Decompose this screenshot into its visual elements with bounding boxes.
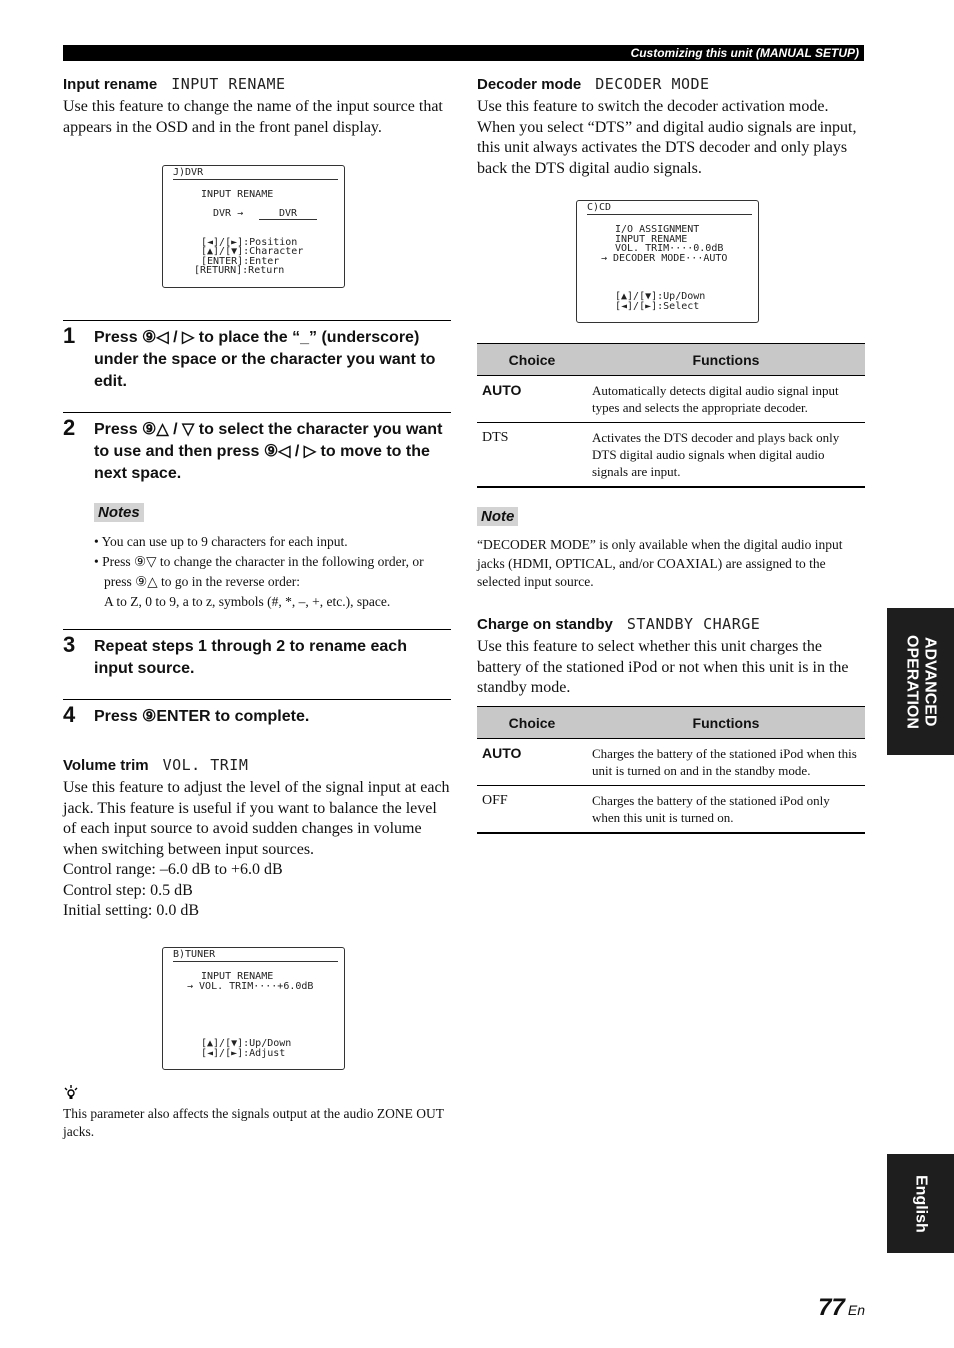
initial-setting: Initial setting: 0.0 dB	[63, 902, 199, 919]
decoder-mode-table: Choice Functions AUTO Automatically detects digital audio signal input types and selects the appropriate decoder. DTS Activates the DTS decoder and plays back only DTS digital audio signals when digital audio signals are input.	[477, 343, 865, 488]
table-row: OFF Charges the battery of the stationed iPod only when this unit is turned on.	[477, 786, 865, 834]
step-3: 3 Repeat steps 1 through 2 to rename each input source.	[63, 629, 451, 698]
volume-trim-body: Use this feature to adjust the level of the signal input at each jack. This feature is useful if you want to balance the level of each input source to avoid sudden changes in volume when switching between input sources.	[63, 779, 450, 858]
charge-standby-body: Use this feature to select whether this unit charges the battery of the stationed iPod or not when this unit is in the standby mode.	[477, 638, 849, 696]
charge-standby-table: Choice Functions AUTO Charges the battery of the stationed iPod when this unit is turned on and in the standby mode. OFF Charges the battery of the stationed iPod only when this unit is turned on.	[477, 706, 865, 834]
notes-box	[94, 503, 450, 612]
volume-trim-heading: Volume trim VOL. TRIM	[63, 756, 249, 774]
step-4: 4 Press ⑨ENTER to complete.	[63, 699, 451, 740]
note-label: Note	[477, 507, 518, 526]
input-rename-section	[63, 75, 451, 138]
tip-lightbulb-icon	[63, 1084, 79, 1100]
section-title: Customizing this unit (MANUAL SETUP)	[630, 46, 859, 60]
table-row: AUTO Automatically detects digital audio signal input types and selects the appropriate decoder.	[477, 376, 865, 423]
tip-box	[63, 1084, 451, 1141]
osd-screen-input-rename: J)DVR INPUT RENAME DVR → DVR [◄]/[►]:Position [▲]/[▼]:Character [ENTER]:Enter [RETURN]:Return	[162, 165, 345, 288]
note-2: • Press ⑨▽ to change the character in the following order, or press ⑨△ to go in the reverse order:	[94, 554, 424, 589]
decoder-mode-section	[477, 75, 865, 179]
input-rename-body: Use this feature to change the name of the input source that appears in the OSD and in the front panel display.	[63, 98, 443, 136]
decoder-mode-heading: Decoder mode DECODER MODE	[477, 75, 710, 93]
control-range: Control range: –6.0 dB to +6.0 dB	[63, 861, 283, 878]
charge-standby-section	[477, 615, 865, 699]
note-2-order: A to Z, 0 to 9, a to z, symbols (#, *, –, +, etc.), space.	[104, 594, 391, 609]
decoder-note-text: “DECODER MODE” is only available when the digital audio input jacks (HDMI, OPTICAL, and/or COAXIAL) are assigned to the selected input source.	[477, 537, 843, 589]
osd-screen-decoder-mode: C)CD I/O ASSIGNMENT INPUT RENAME VOL. TRIM····0.0dB → DECODER MODE···AUTO [▲]/[▼]:Up/Down [◄]/[►]:Select	[576, 200, 759, 323]
side-tab-advanced-operation: ADVANCED OPERATION	[887, 608, 954, 755]
charge-standby-heading: Charge on standby STANDBY CHARGE	[477, 615, 761, 633]
notes-label: Notes	[94, 503, 144, 522]
table-row: AUTO Charges the battery of the stationed iPod when this unit is turned on and in the standby mode.	[477, 739, 865, 786]
table-row: DTS Activates the DTS decoder and plays back only DTS digital audio signals when digital audio signals are input.	[477, 423, 865, 488]
tip-text: This parameter also affects the signals output at the audio ZONE OUT jacks.	[63, 1106, 444, 1139]
step-2: 2 Press ⑨△ / ▽ to select the character you want to use and then press ⑨◁ / ▷ to move to the next space.	[63, 412, 451, 503]
note-1: • You can use up to 9 characters for each input.	[94, 534, 348, 549]
control-step: Control step: 0.5 dB	[63, 881, 193, 899]
decoder-mode-body: Use this feature to switch the decoder activation mode. When you select “DTS” and digital audio signals are input, this unit always activates the DTS decoder and only plays back the DTS digital audio signals.	[477, 98, 857, 177]
input-rename-heading: Input rename INPUT RENAME	[63, 75, 286, 93]
volume-trim-section	[63, 756, 451, 922]
page-number: 77 En	[818, 1294, 865, 1321]
page-header-bar	[63, 45, 864, 61]
decoder-note-box	[477, 507, 865, 592]
side-tab-english: English	[887, 1154, 954, 1253]
osd-screen-volume-trim: B)TUNER INPUT RENAME → VOL. TRIM····+6.0dB [▲]/[▼]:Up/Down [◄]/[►]:Adjust	[162, 947, 345, 1070]
step-1: 1 Press ⑨◁ / ▷ to place the “_” (underscore) under the space or the character you want to edit.	[63, 320, 451, 411]
